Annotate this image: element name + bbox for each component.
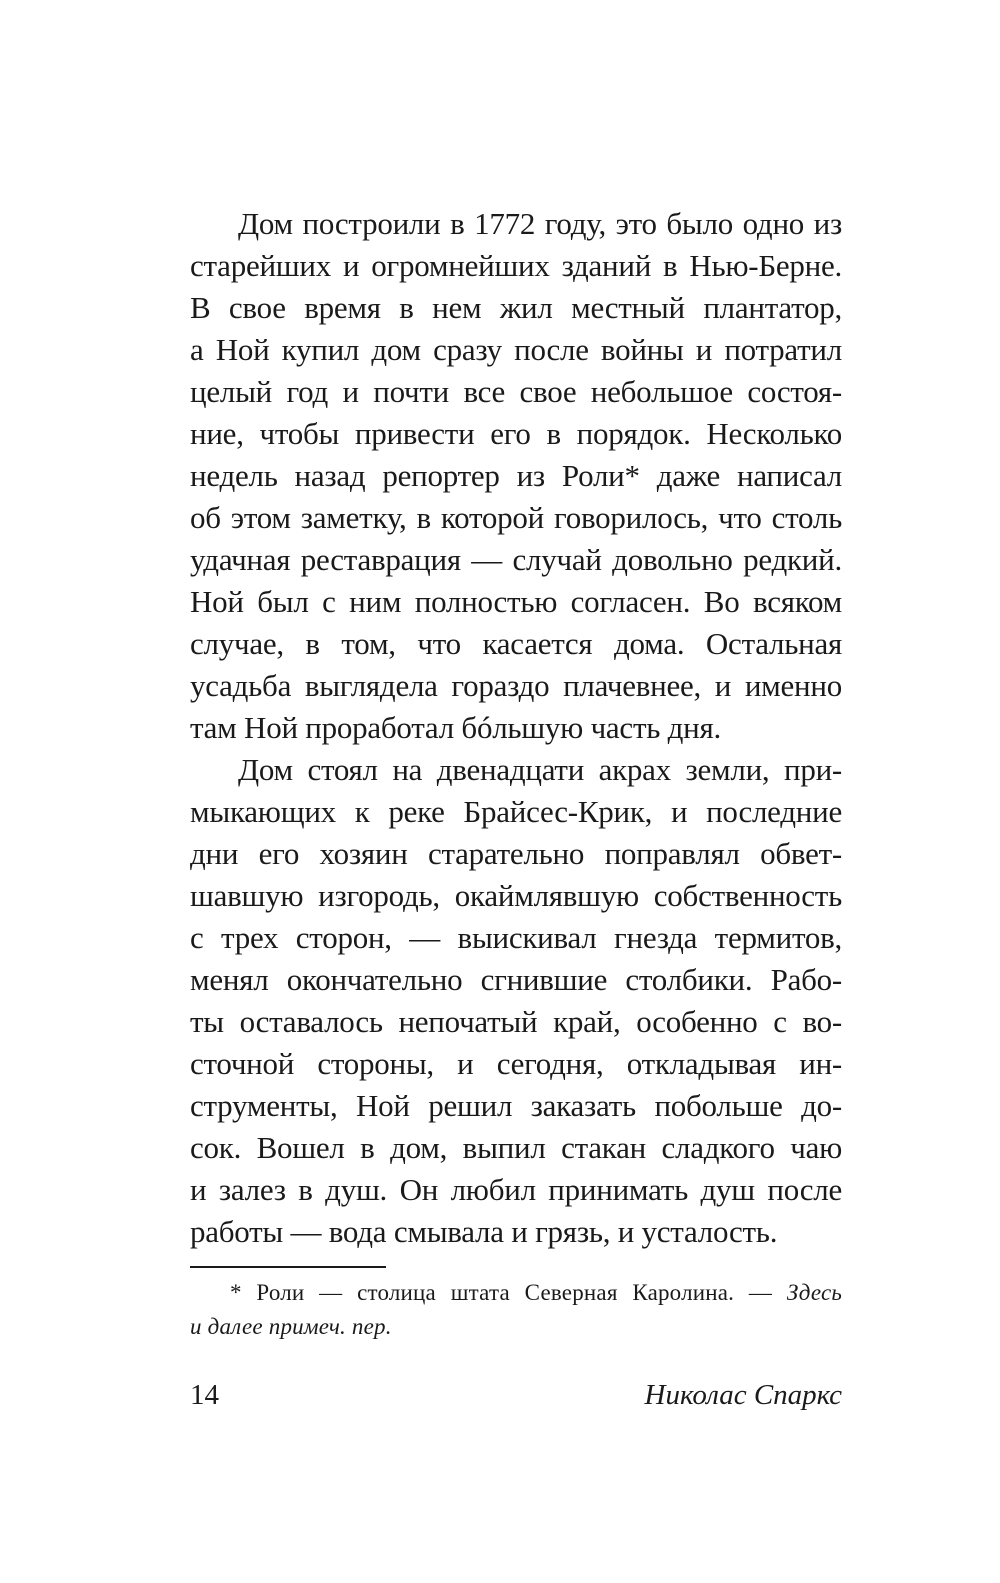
text-line: об этом заметку, в которой говорилось, что столь <box>190 500 842 535</box>
text-line: и залез в душ. Он любил принимать душ после <box>190 1172 842 1207</box>
text-line: целый год и почти все свое небольшое состоя- <box>190 374 842 409</box>
text-line: ние, чтобы привести его в порядок. Несколько <box>190 416 842 451</box>
text-line: мыкающих к реке Брайсес-Крик, и последние <box>190 794 842 829</box>
footnote-italic-text: и далее примеч. пер. <box>190 1314 392 1339</box>
text-line: струменты, Ной решил заказать побольше до- <box>190 1088 842 1123</box>
main-text <box>190 203 842 1253</box>
text-line: сок. Вошел в дом, выпил стакан сладкого чаю <box>190 1130 842 1165</box>
text-line: старейших и огромнейших зданий в Нью-Берне. <box>190 248 842 283</box>
footnote-text: * Роли — столица штата Северная Каролина. — <box>230 1280 773 1305</box>
text-line: Дом построили в 1772 году, это было одно из <box>238 206 842 241</box>
text-line: недель назад репортер из Роли* даже написал <box>190 458 842 493</box>
paragraph-1 <box>190 203 842 749</box>
text-line: случае, в том, что касается дома. Остальная <box>190 626 842 661</box>
text-line: с трех сторон, — выискивал гнезда термитов, <box>190 920 842 955</box>
text-line: ты оставалось непочатый край, особенно с во- <box>190 1004 842 1039</box>
text-line: Дом стоял на двенадцати акрах земли, при- <box>238 752 842 787</box>
text-line: сточной стороны, и сегодня, откладывая ин- <box>190 1046 842 1081</box>
text-line: а Ной купил дом сразу после войны и потратил <box>190 332 842 367</box>
running-footer-author: Николас Спаркс <box>644 1379 842 1411</box>
text-line: работы — вода смывала и грязь, и усталость. <box>190 1214 778 1249</box>
footnote-line <box>190 1276 842 1310</box>
footnote <box>190 1276 842 1344</box>
footnote-italic-text: Здесь <box>786 1280 843 1305</box>
text-line: усадьба выглядела гораздо плачевнее, и именно <box>190 668 842 703</box>
text-line: менял окончательно сгнившие столбики. Рабо- <box>190 962 842 997</box>
page-number: 14 <box>190 1379 219 1411</box>
text-line: дни его хозяин старательно поправлял обвет- <box>190 836 842 871</box>
text-line: В свое время в нем жил местный плантатор, <box>190 290 842 325</box>
text-line: там Ной проработал бóльшую часть дня. <box>190 710 721 745</box>
paragraph-2 <box>190 749 842 1253</box>
text-line: шавшую изгородь, окаймлявшую собственность <box>190 878 842 913</box>
text-line: удачная реставрация — случай довольно редкий. <box>190 542 842 577</box>
text-line: Ной был с ним полностью согласен. Во всяком <box>190 584 842 619</box>
footnote-divider <box>190 1266 386 1268</box>
